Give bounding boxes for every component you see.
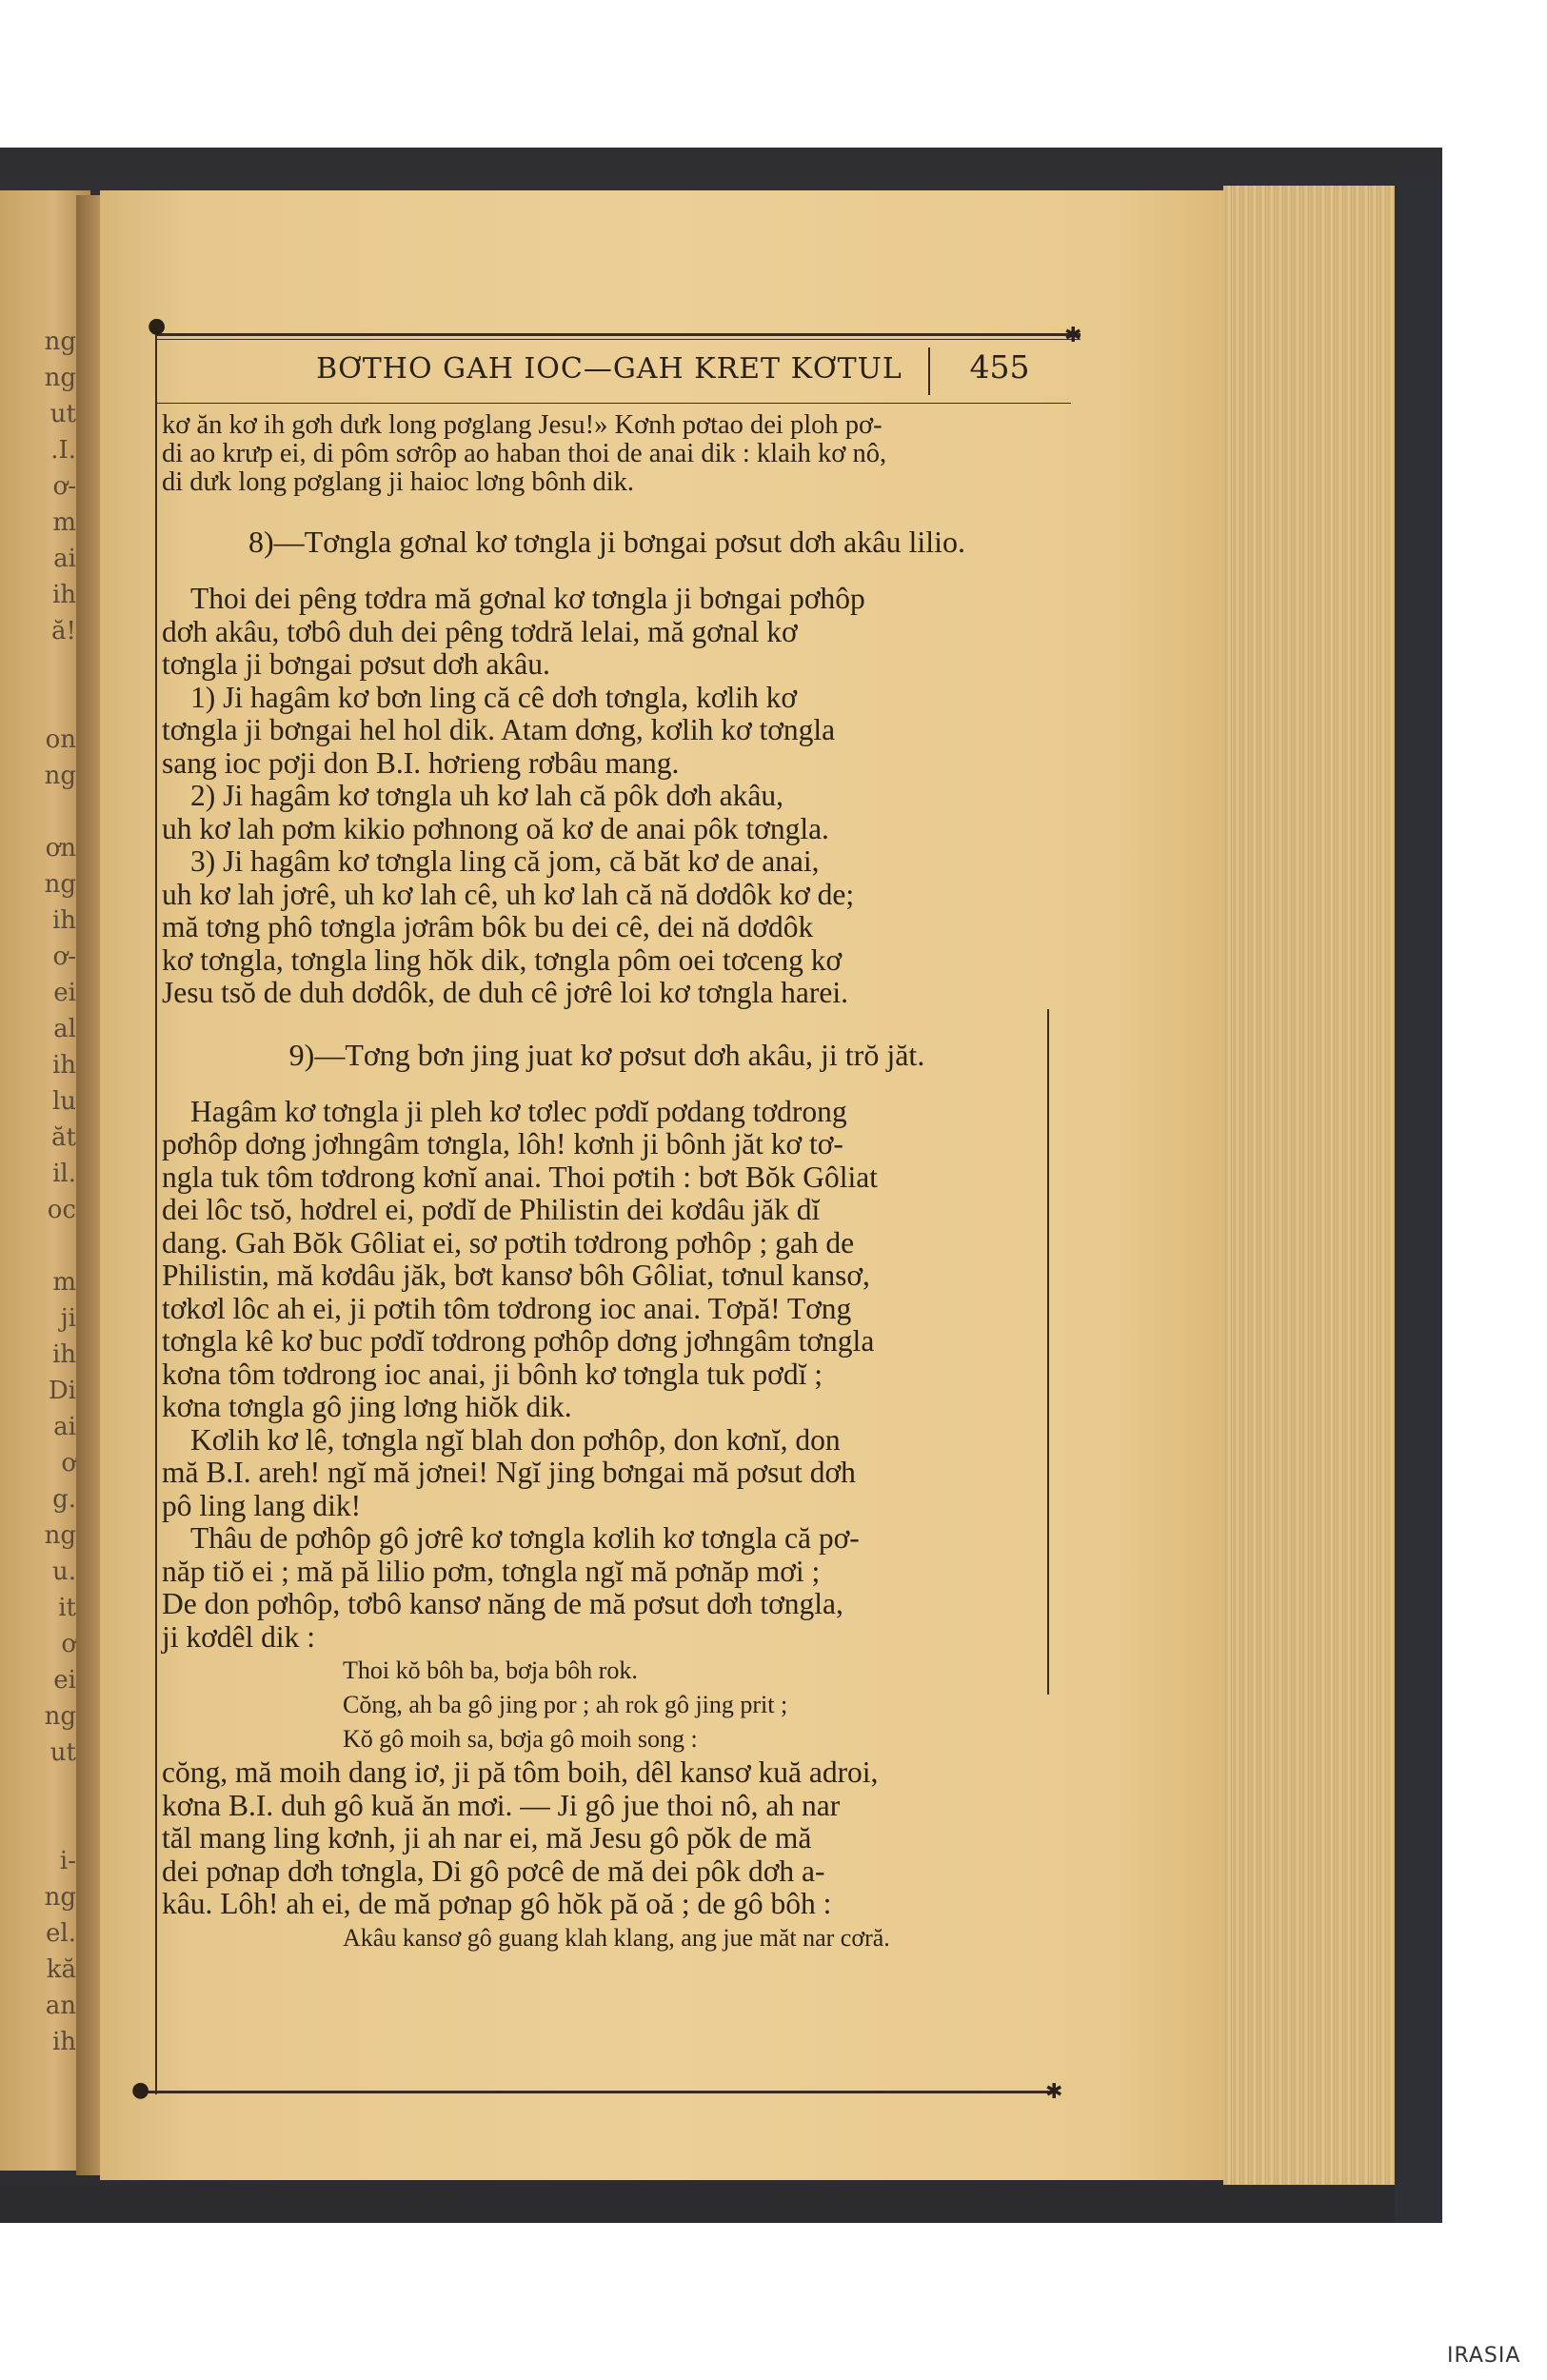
frame-top-rule-thin (157, 339, 1081, 340)
text-line: Thoi kŏ bôh ba, bơja bôh rok. (343, 1656, 638, 1684)
left-fragment: oc (47, 1196, 76, 1224)
text-line: dei pơnap dơh tơngla, Di gô pơcê de mă dei pôk dơh a- (162, 1854, 825, 1888)
left-fragment (0, 1807, 76, 1843)
text-line: tơngla ji bơngai hel hol dik. Atam dơng, kơlih kơ tơngla (162, 713, 836, 746)
running-head: BƠTHO GAH IOC—GAH KRET KƠTUL (316, 352, 902, 386)
text-line: kơna B.I. duh gô kuă ăn mơi. — Ji gô jue thoi nô, ah nar (162, 1788, 841, 1822)
left-fragment: ng (44, 327, 76, 356)
text-line: dang. Gah Bŏk Gôliat ei, sơ pơtih tơdrong pơhôp ; gah de (162, 1225, 855, 1259)
text-line: mă tơng phô tơngla jơrâm bôk bu dei cê, dei nă dơdôk (162, 910, 814, 943)
left-fragment: Di (48, 1377, 76, 1405)
text-line: di dưk long pơglang ji haioc lơng bônh dik. (162, 467, 635, 497)
text-line: 2) Ji hagâm kơ tơngla uh kơ lah că pôk dơh akâu, (190, 779, 783, 812)
text-line: tơkơl lôc ah ei, ji pơtih tôm tơdrong ioc anai. Tơpă! Tơng (162, 1291, 852, 1325)
left-fragment: ih (51, 2028, 76, 2056)
left-fragment: .I. (50, 436, 76, 465)
text-line: uh kơ lah jơrê, uh kơ lah cê, uh kơ lah că nă dơdôk kơ de; (162, 877, 855, 911)
text-line: di ao krưp ei, di pôm sơrôp ao haban thoi de anai dik : klaih kơ nô, (162, 439, 887, 468)
text-line: mă B.I. areh! ngĭ mă jơnei! Ngĭ jing bơngai mă pơsut dơh (162, 1456, 856, 1489)
left-fragment: lu (51, 1087, 76, 1116)
text-line: tăl mang ling kơnh, ji ah nar ei, mă Jesu gô pŏk de mă (162, 1821, 812, 1854)
left-fragment: ơ (61, 1630, 76, 1658)
text-line: Philistin, mă kơdâu jăk, bơt kansơ bôh Gôliat, tơnul kansơ, (162, 1259, 870, 1292)
left-fragment: ơ (61, 1449, 76, 1478)
header-rule (157, 403, 1071, 404)
left-fragment (0, 794, 76, 830)
text-line: Akâu kansơ gô guang klah klang, ang jue măt nar cơră. (343, 1923, 890, 1952)
left-fragment (0, 1228, 76, 1264)
text-line: Kŏ gô moih sa, bơja gô moih song : (343, 1725, 698, 1753)
left-fragment: ng (44, 364, 76, 392)
text-line: Hagâm kơ tơngla ji pleh kơ tơlec pơdĭ pơdang tơdrong (190, 1094, 847, 1128)
text-line: tơngla kê kơ buc pơdĭ tơdrong pơhôp dơng jơhngâm tơngla (162, 1324, 875, 1358)
frame-top-rule (157, 333, 1081, 336)
text-line: 3) Ji hagâm kơ tơngla ling că jom, că băt kơ de anai, (190, 844, 820, 878)
text-line: dơh akâu, tơbô duh dei pêng tơdră lelai, mă gơnal kơ (162, 614, 798, 648)
left-fragment: m (52, 1268, 76, 1297)
left-fragment: ă! (51, 617, 76, 645)
left-fragment: il. (52, 1160, 76, 1188)
text-line: dei lôc tsŏ, hơdrel ei, pơdĭ de Philistin dei kơdâu jăk dĭ (162, 1193, 821, 1226)
text-line: Thâu de pơhôp gô jơrê kơ tơngla kơlih kơ tơngla că pơ- (190, 1521, 860, 1555)
corner-ornament-icon: ✱ (1064, 324, 1082, 347)
left-fragment: ih (51, 1051, 76, 1080)
left-fragment: ơ- (52, 472, 76, 501)
text-line: 1) Ji hagâm kơ bơn ling că cê dơh tơngla, kơlih kơ (190, 680, 798, 714)
text-line: năp tiŏ ei ; mă pă lilio pơm, tơngla ngĭ mă pơnăp mơi ; (162, 1554, 821, 1588)
corner-ornament-icon: ● (131, 2078, 150, 2102)
text-line: ngla tuk tôm tơdrong kơnĭ anai. Thoi pơtih : bơt Bŏk Gôliat (162, 1160, 879, 1194)
left-fragment: ng (44, 870, 76, 899)
left-fragment: al (53, 1015, 76, 1043)
left-fragment (0, 649, 76, 685)
text-line: De don pơhôp, tơbô kansơ năng de mă pơsut dơh tơngla, (162, 1587, 843, 1620)
text-line: kơna tôm tơdrong ioc anai, ji bônh kơ tơngla tuk pơdĭ ; (162, 1357, 823, 1391)
left-fragment: ut (50, 1738, 76, 1767)
corner-ornament-icon: ● (148, 314, 167, 338)
left-fragment (0, 685, 76, 722)
text-line: kơ tơngla, tơngla ling hŏk dik, tơngla pôm oei tơceng kơ (162, 942, 843, 977)
left-fragment: ih (51, 581, 76, 609)
text-line: cŏng, mă moih dang iơ, ji pă tôm boih, dêl kansơ kuă adroi, (162, 1755, 879, 1789)
text-line: Cŏng, ah ba gô jing por ; ah rok gô jing prit ; (343, 1691, 788, 1718)
text-line: pô ling lang dik! (162, 1488, 362, 1522)
left-fragment: ng (44, 1521, 76, 1550)
section-heading: 9)—Tơng bơn jing juat kơ pơsut dơh akâu, ji trŏ jăt. (288, 1037, 925, 1072)
page-block-edge (1223, 186, 1395, 2185)
left-fragment (0, 1771, 76, 1807)
text-line: tơngla ji bơngai pơsut dơh akâu. (162, 647, 550, 681)
left-fragment: ei (53, 979, 76, 1007)
left-fragment: el. (46, 1919, 76, 1948)
section-heading: 8)—Tơngla gơnal kơ tơngla ji bơngai pơsut dơh akâu lilio. (248, 525, 965, 559)
left-fragment: ih (51, 1340, 76, 1369)
frame-bottom-rule (138, 2091, 1057, 2093)
corner-ornament-icon: ✱ (1045, 2080, 1063, 2104)
text-line: sang ioc pơji don B.I. hơrieng rơbâu mang. (162, 745, 680, 780)
text-line: Kơlih kơ lê, tơngla ngĭ blah don pơhôp, don kơnĭ, don (190, 1422, 841, 1457)
text-line: kâu. Lôh! ah ei, de mă pơnap gô hŏk pă oă ; de gô bôh : (162, 1887, 832, 1920)
left-page-text-fragments (0, 324, 76, 2060)
left-fragment: ji (60, 1304, 76, 1333)
left-fragment: ut (50, 400, 76, 428)
text-line: Thoi dei pêng tơdra mă gơnal kơ tơngla ji bơngai pơhôp (190, 582, 865, 615)
left-fragment: ng (44, 1702, 76, 1731)
left-fragment: ơn (45, 834, 76, 863)
text-line: ji kơdêl dik : (162, 1619, 316, 1654)
text-line: kơna tơngla gô jing lơng hiŏk dik. (162, 1390, 572, 1423)
frame-left-rule (155, 333, 157, 2094)
text-line: kơ ăn kơ ih gơh dưk long pơglang Jesu!» Kơnh pơtao dei ploh pơ- (162, 410, 883, 440)
text-line: pơhôp dơng jơhngâm tơngla, lôh! kơnh ji bônh jăt kơ tơ- (162, 1127, 843, 1160)
left-fragment: kă (46, 1955, 76, 1984)
left-fragment: i- (59, 1847, 76, 1875)
left-fragment: u. (51, 1557, 76, 1586)
left-fragment: g. (52, 1485, 76, 1514)
watermark-label: IRASIA (1447, 2344, 1521, 2368)
text-line: uh kơ lah pơm kikio pơhnong oă kơ de anai pôk tơngla. (162, 811, 829, 845)
left-fragment: ai (53, 545, 76, 573)
left-fragment: ăt (51, 1123, 76, 1152)
text-line: Jesu tsŏ de duh dơdôk, de duh cê jơrê loi kơ tơngla harei. (162, 976, 848, 1009)
left-fragment: an (45, 1992, 76, 2020)
header-divider (928, 347, 930, 395)
left-fragment: on (45, 725, 76, 754)
left-fragment: ơ- (52, 942, 76, 971)
left-fragment: ng (44, 762, 76, 790)
cover-right-edge (1395, 176, 1442, 2223)
left-fragment: ei (53, 1666, 76, 1695)
left-fragment: ih (51, 906, 76, 935)
left-fragment: ai (53, 1413, 76, 1441)
left-fragment: ng (44, 1883, 76, 1912)
left-fragment: m (52, 508, 76, 537)
page-number: 455 (969, 348, 1030, 386)
left-fragment: it (58, 1594, 76, 1622)
page-body-text (162, 411, 1052, 1955)
